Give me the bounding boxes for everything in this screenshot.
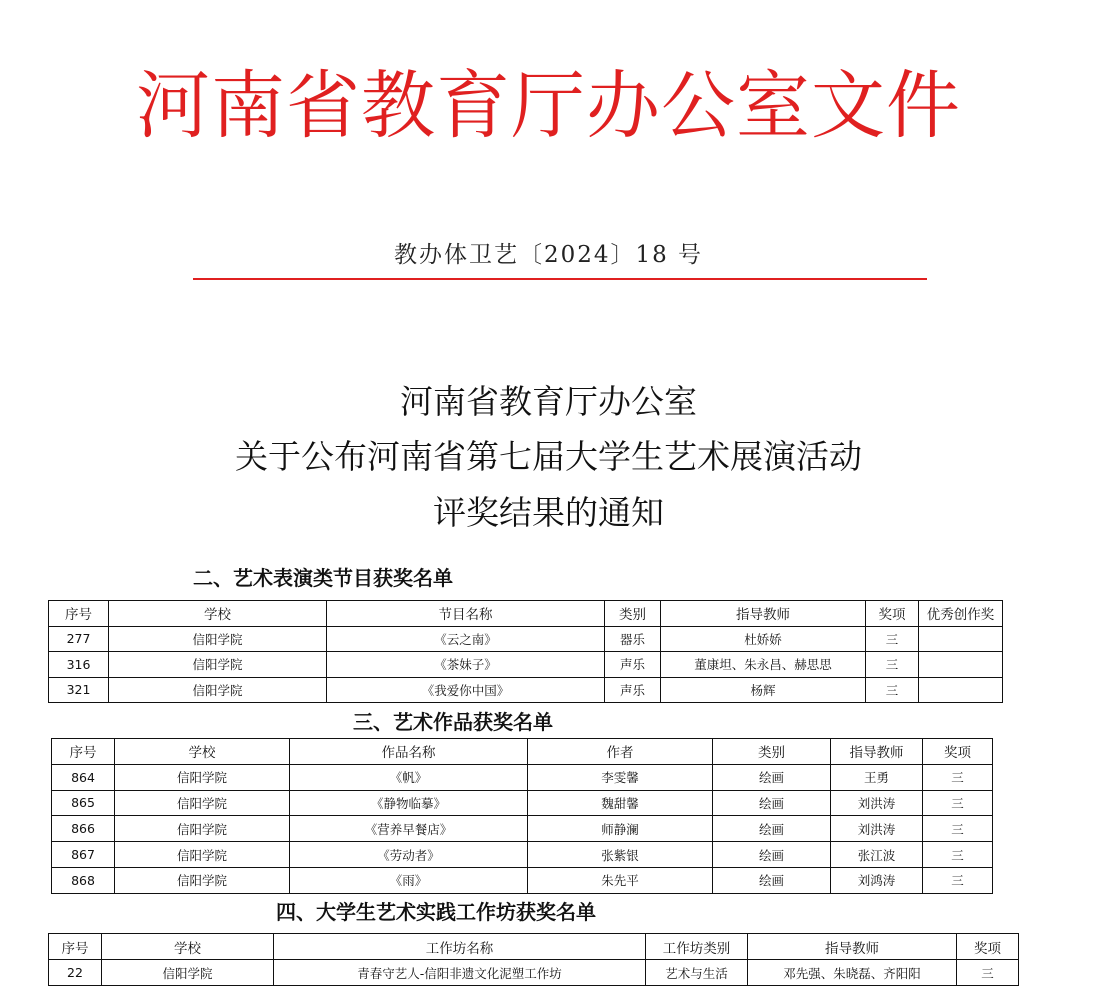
table-cell: 张江波 (831, 842, 923, 868)
column-header: 奖项 (957, 934, 1019, 960)
column-header: 指导教师 (661, 601, 866, 627)
table-cell: 朱先平 (528, 867, 713, 893)
column-header: 序号 (49, 934, 102, 960)
column-header: 学校 (115, 739, 290, 765)
table-cell: 321 (49, 677, 109, 703)
table-cell (919, 626, 1003, 652)
table-cell: 董康坦、朱永昌、赫思思 (661, 652, 866, 678)
table-header-row (52, 739, 993, 765)
table-cell: 三 (957, 960, 1019, 986)
section-heading-performance: 二、艺术表演类节目获奖名单 (193, 566, 453, 590)
table-cell: 868 (52, 867, 115, 893)
section-heading-artwork: 三、艺术作品获奖名单 (353, 710, 553, 734)
table-cell: 绘画 (713, 816, 831, 842)
table-cell: 三 (866, 677, 919, 703)
red-divider (193, 278, 927, 280)
column-header: 作品名称 (290, 739, 528, 765)
table-cell: 《静物临摹》 (290, 790, 528, 816)
column-header: 序号 (49, 601, 109, 627)
table-cell: 867 (52, 842, 115, 868)
table-cell: 艺术与生活 (646, 960, 748, 986)
column-header: 工作坊类别 (646, 934, 748, 960)
table-cell: 张紫银 (528, 842, 713, 868)
table-cell: 信阳学院 (115, 790, 290, 816)
table-cell: 《茶妹子》 (327, 652, 605, 678)
table-cell: 三 (866, 652, 919, 678)
table-cell: 绘画 (713, 764, 831, 790)
column-header: 类别 (713, 739, 831, 765)
table-cell: 绘画 (713, 790, 831, 816)
table-cell: 声乐 (605, 652, 661, 678)
column-header: 奖项 (923, 739, 993, 765)
table-cell: 绘画 (713, 842, 831, 868)
table-row (49, 960, 1019, 986)
table-cell: 《劳动者》 (290, 842, 528, 868)
table-cell: 信阳学院 (109, 652, 327, 678)
table-cell: 杜娇娇 (661, 626, 866, 652)
table-cell: 邓先强、朱晓磊、齐阳阳 (748, 960, 957, 986)
table-row (52, 867, 993, 893)
table-cell: 22 (49, 960, 102, 986)
notice-title-line-3: 评奖结果的通知 (433, 493, 664, 532)
table-row (52, 816, 993, 842)
workshop-awards-table (48, 933, 1019, 986)
table-cell: 信阳学院 (109, 626, 327, 652)
table-cell: 师静澜 (528, 816, 713, 842)
document-number: 教办体卫艺〔2024〕18 号 (393, 242, 704, 268)
table-cell: 865 (52, 790, 115, 816)
column-header: 奖项 (866, 601, 919, 627)
table-cell: 《营养早餐店》 (290, 816, 528, 842)
table-cell: 三 (923, 764, 993, 790)
table-cell: 277 (49, 626, 109, 652)
table-cell: 信阳学院 (115, 842, 290, 868)
table-cell: 《帆》 (290, 764, 528, 790)
table-cell: 信阳学院 (109, 677, 327, 703)
table-cell: 刘洪涛 (831, 816, 923, 842)
table-cell: 王勇 (831, 764, 923, 790)
column-header: 类别 (605, 601, 661, 627)
table-cell: 信阳学院 (115, 867, 290, 893)
column-header: 优秀创作奖 (919, 601, 1003, 627)
table-cell: 声乐 (605, 677, 661, 703)
table-cell (919, 677, 1003, 703)
table-cell: 青春守艺人-信阳非遗文化泥塑工作坊 (274, 960, 646, 986)
table-row (49, 677, 1003, 703)
column-header: 学校 (102, 934, 274, 960)
section-heading-workshop: 四、大学生艺术实践工作坊获奖名单 (276, 900, 596, 924)
column-header: 作者 (528, 739, 713, 765)
table-row (52, 842, 993, 868)
table-row (52, 764, 993, 790)
table-cell: 刘鸿涛 (831, 867, 923, 893)
table-cell: 《雨》 (290, 867, 528, 893)
document-masthead: 河南省教育厅办公室文件 (136, 63, 961, 149)
table-cell: 三 (923, 816, 993, 842)
table-cell: 三 (923, 790, 993, 816)
table-cell: 三 (923, 842, 993, 868)
table-cell: 三 (866, 626, 919, 652)
table-row (49, 626, 1003, 652)
table-cell (919, 652, 1003, 678)
table-header-row (49, 601, 1003, 627)
table-cell: 器乐 (605, 626, 661, 652)
performance-awards-table (48, 600, 1003, 703)
table-cell: 《我爱你中国》 (327, 677, 605, 703)
column-header: 学校 (109, 601, 327, 627)
table-cell: 866 (52, 816, 115, 842)
table-header-row (49, 934, 1019, 960)
column-header: 序号 (52, 739, 115, 765)
column-header: 指导教师 (831, 739, 923, 765)
artwork-awards-table (51, 738, 993, 894)
notice-title-line-1: 河南省教育厅办公室 (400, 382, 697, 421)
table-cell: 李雯馨 (528, 764, 713, 790)
column-header: 工作坊名称 (274, 934, 646, 960)
table-cell: 《云之南》 (327, 626, 605, 652)
table-cell: 魏甜馨 (528, 790, 713, 816)
table-cell: 信阳学院 (115, 764, 290, 790)
table-cell: 信阳学院 (102, 960, 274, 986)
table-row (52, 790, 993, 816)
table-cell: 三 (923, 867, 993, 893)
table-row (49, 652, 1003, 678)
table-cell: 杨辉 (661, 677, 866, 703)
table-cell: 绘画 (713, 867, 831, 893)
notice-title-line-2: 关于公布河南省第七届大学生艺术展演活动 (235, 437, 862, 476)
column-header: 节目名称 (327, 601, 605, 627)
table-cell: 316 (49, 652, 109, 678)
table-cell: 刘洪涛 (831, 790, 923, 816)
table-cell: 864 (52, 764, 115, 790)
column-header: 指导教师 (748, 934, 957, 960)
table-cell: 信阳学院 (115, 816, 290, 842)
